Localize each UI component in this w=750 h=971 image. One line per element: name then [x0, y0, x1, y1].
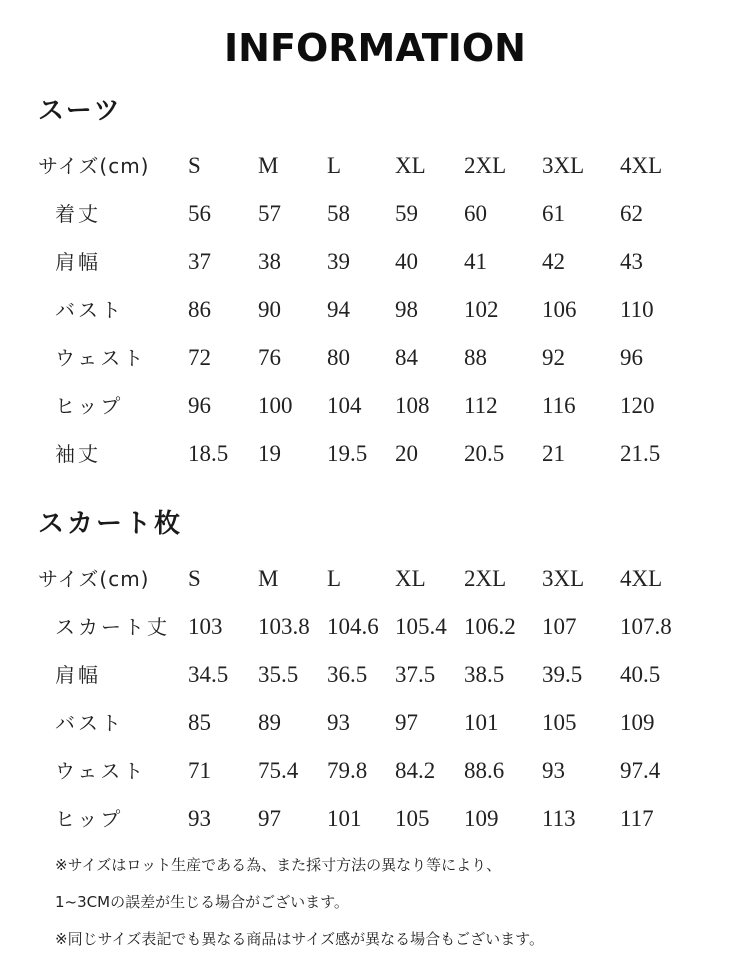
- table-cell: 37: [188, 249, 211, 274]
- row-label: 肩幅: [55, 250, 101, 274]
- table-cell: 39: [327, 249, 350, 274]
- size-header: M: [258, 566, 279, 591]
- row-label: 肩幅: [55, 663, 101, 687]
- table-cell: 96: [620, 345, 643, 370]
- table-cell: 105: [542, 710, 577, 735]
- table-cell: 40.5: [620, 662, 661, 687]
- table-cell: 117: [620, 806, 654, 831]
- table-cell: 109: [464, 806, 499, 831]
- table-cell: 88.6: [464, 758, 505, 783]
- table-row: [0, 747, 750, 795]
- table-cell: 56: [188, 201, 211, 226]
- table-cell: 89: [258, 710, 281, 735]
- table-cell: 61: [542, 201, 565, 226]
- table-cell: 102: [464, 297, 499, 322]
- table-cell: 110: [620, 297, 654, 322]
- table-cell: 92: [542, 345, 565, 370]
- row-label: ウェスト: [55, 759, 147, 783]
- table-row: [0, 795, 750, 843]
- table-row: [0, 430, 750, 478]
- row-label: ウェスト: [55, 346, 147, 370]
- table-cell: 107: [542, 614, 577, 639]
- table-row: [0, 238, 750, 286]
- table-cell: 39.5: [542, 662, 583, 687]
- table-cell: 38.5: [464, 662, 505, 687]
- table-cell: 35.5: [258, 662, 299, 687]
- table-cell: 106: [542, 297, 577, 322]
- table-header-row: [0, 555, 750, 603]
- size-header: S: [188, 566, 201, 591]
- table-cell: 19: [258, 441, 281, 466]
- table-cell: 97: [395, 710, 418, 735]
- table-cell: 21: [542, 441, 565, 466]
- table-cell: 103.8: [258, 614, 310, 639]
- table-cell: 98: [395, 297, 418, 322]
- size-header: 2XL: [464, 566, 507, 591]
- table-cell: 20.5: [464, 441, 505, 466]
- table-cell: 79.8: [327, 758, 368, 783]
- table-cell: 97.4: [620, 758, 661, 783]
- size-header: 3XL: [542, 153, 585, 178]
- skirt-size-table: [0, 555, 750, 843]
- table-row: [0, 651, 750, 699]
- size-header: L: [327, 566, 342, 591]
- row-label: バスト: [55, 298, 124, 322]
- table-row: [0, 190, 750, 238]
- table-cell: 108: [395, 393, 430, 418]
- table-cell: 116: [542, 393, 576, 418]
- table-row: [0, 603, 750, 651]
- table-cell: 120: [620, 393, 655, 418]
- table-cell: 84.2: [395, 758, 436, 783]
- table-cell: 21.5: [620, 441, 661, 466]
- table-cell: 59: [395, 201, 418, 226]
- size-header: 3XL: [542, 566, 585, 591]
- table-header-row: [0, 142, 750, 190]
- table-cell: 42: [542, 249, 565, 274]
- size-header-label: サイズ(cm): [38, 154, 150, 178]
- table-cell: 38: [258, 249, 281, 274]
- table-cell: 101: [464, 710, 499, 735]
- table-cell: 109: [620, 710, 655, 735]
- table-cell: 60: [464, 201, 487, 226]
- table-cell: 75.4: [258, 758, 299, 783]
- table-cell: 97: [258, 806, 281, 831]
- table-cell: 76: [258, 345, 281, 370]
- row-label: バスト: [55, 711, 124, 735]
- table-cell: 90: [258, 297, 281, 322]
- table-cell: 96: [188, 393, 211, 418]
- skirt-section-title: スカート枚: [38, 509, 184, 539]
- table-cell: 72: [188, 345, 211, 370]
- table-cell: 85: [188, 710, 211, 735]
- row-label: 袖丈: [55, 442, 101, 466]
- row-label: 着丈: [55, 202, 101, 226]
- table-cell: 104: [327, 393, 362, 418]
- table-cell: 104.6: [327, 614, 379, 639]
- table-cell: 58: [327, 201, 350, 226]
- suit-section-title: スーツ: [38, 96, 123, 126]
- table-cell: 105.4: [395, 614, 447, 639]
- size-header: M: [258, 153, 279, 178]
- table-cell: 37.5: [395, 662, 436, 687]
- table-cell: 112: [464, 393, 498, 418]
- size-header: XL: [395, 153, 426, 178]
- note-line: ※同じサイズ表記でも異なる商品はサイズ感が異なる場合もございます。: [55, 930, 544, 948]
- table-cell: 20: [395, 441, 418, 466]
- table-cell: 105: [395, 806, 430, 831]
- notes: [55, 850, 735, 961]
- table-cell: 101: [327, 806, 362, 831]
- table-cell: 93: [327, 710, 350, 735]
- size-header: 2XL: [464, 153, 507, 178]
- size-header: S: [188, 153, 201, 178]
- table-cell: 103: [188, 614, 223, 639]
- table-cell: 93: [542, 758, 565, 783]
- table-row: [0, 286, 750, 334]
- table-cell: 62: [620, 201, 643, 226]
- size-header-label: サイズ(cm): [38, 567, 150, 591]
- page-title: INFORMATION: [224, 26, 526, 70]
- table-row: [0, 334, 750, 382]
- row-label: スカート丈: [55, 615, 170, 639]
- table-cell: 71: [188, 758, 211, 783]
- suit-size-table: [0, 142, 750, 478]
- size-header: L: [327, 153, 342, 178]
- table-cell: 43: [620, 249, 643, 274]
- table-cell: 18.5: [188, 441, 229, 466]
- table-cell: 106.2: [464, 614, 516, 639]
- table-cell: 57: [258, 201, 281, 226]
- size-header: XL: [395, 566, 426, 591]
- table-cell: 113: [542, 806, 576, 831]
- table-cell: 19.5: [327, 441, 368, 466]
- table-cell: 107.8: [620, 614, 672, 639]
- size-header: 4XL: [620, 566, 663, 591]
- size-header: 4XL: [620, 153, 663, 178]
- table-cell: 40: [395, 249, 418, 274]
- table-cell: 100: [258, 393, 293, 418]
- row-label: ヒップ: [55, 807, 124, 831]
- table-cell: 84: [395, 345, 418, 370]
- table-cell: 41: [464, 249, 487, 274]
- table-cell: 88: [464, 345, 487, 370]
- row-label: ヒップ: [55, 394, 124, 418]
- table-cell: 34.5: [188, 662, 229, 687]
- table-row: [0, 699, 750, 747]
- table-row: [0, 382, 750, 430]
- table-cell: 80: [327, 345, 350, 370]
- table-cell: 36.5: [327, 662, 368, 687]
- table-cell: 94: [327, 297, 350, 322]
- table-cell: 93: [188, 806, 211, 831]
- note-line: ※サイズはロット生産である為、また採寸方法の異なり等により、: [55, 856, 502, 874]
- note-line: 1~3CMの誤差が生じる場合がございます。: [55, 893, 349, 911]
- table-cell: 86: [188, 297, 211, 322]
